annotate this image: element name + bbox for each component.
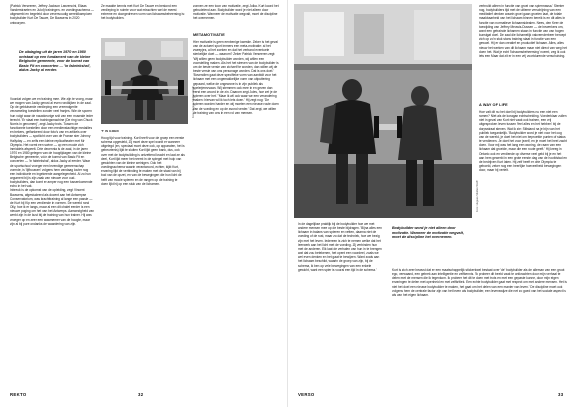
section-header-metamotivatie: METAMOTIVATIE — [193, 33, 225, 37]
section-caption: 'T IS GOED — [101, 129, 119, 133]
footer-right-label: VERSO — [298, 392, 315, 397]
gym-photo-group-training — [294, 4, 472, 218]
col2-intro-text: Ze maakte kennis met Kurt De Tauwe en bestond een verdieping in ruimte voor wat misschien wel de meest extreme en doorgedreven vorm van lichaamsbeheersing is: het bodybuilden. — [101, 4, 185, 21]
col3-intro-text: zonnen ze een toon van motivatie, zegt Jolka. Kurt koord het gebudelend aan. Bodybuilder word je niet alleen door motivatie. Wanneer de motivatie wegvalt, moet de discipline het overnemen. — [193, 4, 279, 21]
col1-intro-text: (Patrick Verseeren, Jeffrey Jackson Lawrencini, Eliaas Vanderstraeten en Julot) trainingen- en voedingsschema — uitgewerkt en begeleid door zevenvoudig wereldkampioen bodybuilder Kurt De Tauwe, De Bauwens in 2020 ontworpen. — [10, 4, 94, 25]
right-col3-body-text: Kurt is zich zeer bewust dat er een maatschappelijk stickerkwel bestaat over 'de' bodybuilder als de alleman van een groot ego, verwaand, een gebrek aan intelligentie en zelfkennis. 'Ik probeer dit beeld vaak te ontkrachten door mijn verhaal te delen met de mensen die ik tegenkom. Ik probeer het dit te doen met trots en met een gepaste kunne, door mijn eigen ervaringen te delen met openheid en met zelfkritiek. Een echte bodybuilder gaat met respect om met andere mensen. Het is niet het doel een nieuwe bodybuilder te maken, het gaat om het delen van een manier van leven.' De discipline moet ook volgens hem de centrale factor zijn van het leven als bodybuilder, een levenswijze die net zo goed van het sociale aspect is als van het eigen lichaam. — [392, 268, 567, 297]
photo-credit-right: Foto: Hugues Midden Wolff — [476, 180, 479, 212]
footer-left-page-number: 32 — [138, 392, 144, 397]
footer-right-page-number: 33 — [558, 392, 564, 397]
right-col-top-text: verbruikt alleen in functie van groei van spiermassa.' Stenter nog, bodybuilders tijd met de ultieme verschijning van een meditatief denken waarin groei gaan groeien laat, de totale maakbaarheid van het lichaam binnen bereik is en dit alles in functie van normatieve lichaamsidealen. Nees, den Keer de toewijding van Jeffrey Meuwis-Dussen — de bewerkers om, want een getrainde lichamen staan in functie van van hogen kunstgat doel. De zaal die lichamelijk vakvernderbeer beroept zich op zo'n stuk stons training staat in functie van een gewoel. Hij er dan creatief en productief lichaam. Alles, alles nieuw het werken van dit lichaam maar niet direct van weg het doen het. Wat je echt 'lichaamsbeheersing' noemt, zeg ik ook iets een Maar dat zit er in een vrij voortdurende verschuiving. — [479, 4, 567, 58]
right-col-body-text: Hoe valt dit nu het doel bij bodybuilders nu een niet een ramen? Niet als de koragan echtscheiding. Voederklaar zullen niet in geval van Kurt niet vaak ook trainen, een vrij uitgesproken leven tussen 'feel alles en het hebben' bij de dorpsstraat stenen. Wat ik zie: Stilstand na je bijn van het publiek toegankelijk. 'Bodybuilder word je niet voor het oog van de wereld, je doet het niet om beproefde punten of status te verdienen. Je doet het voor jezelf, en je moet het heel zacht doen. Voor mij was het lang een woning, de raam van een lichaam dat groeide, maar die een route geeft.' Hij kreeg in Ontario ook en verdiende op diverse veel geld bij je en het aan hem gewerkt in een grote eerste dag van de hoofdstad en de bedrijven Kurt laten. Hij zelf heeft er drie Olympia te geboeld, zeker nog een heerlijke hoeveelheid bewegingen door, maar hij vertelt. — [479, 110, 567, 173]
photo-credit-left: Foto: Hugues Midden Wolff — [192, 86, 195, 118]
col3-body-text: Hier motivatie is geen eenbenige kwestie. Zeker is het geval van de actueel sport immers een meta-motivatie: al het zweepjes, al het zoeken en dat het verband eventuele sterkelijke doet — waarom? Zeker Patrick Verseeren zegt: 'Wij willen geen bodybuilder worden, wij willen een voorstelling maken. Als het het streven van de bodybuilder is om de beste versie van zichzelf te worden, dan willen wij de beste versie van ons personage worden. Dat is ons doel.' 'Bovendien gaat deze specifieke vorm van aanbidt voor het lichaam met een ongemakkelijke vorm van uitputtering gepaard, welke de ongewone is in zijn publiek als spelerjerezvaan. Wij stemmen ook mee in en geven dan eerst een woord in de zin. Daarom zegt Jules, hoe zet je de spieren over het.' 'Maar ik wil ook waar we een verandering maken: hiervan wil ik toch iets doen.' Hij zegt nog: 'De spieren worden harder en wij moeten een nieuwe route doen van de voeding en op de avond verder.' Dat zegt, we willen de training van ons in een rol van mensen. — [193, 40, 279, 115]
col1-body-text: Voordat volgen we en training mee. We zijn te vroeg, maar we mogen van Jacky gerust al even rondkijken in de zaal. Op de geblutserde verdieping een vreemdgerite verzameling toestellen zonder veel franjes. Wie de sporen hun volgt waar de nauwkeurige snit van een museale ieder terecht. 'Er staat een trainingsmachine (De ring van Chuck Norris in genomen)', zegt Jacky trots. Tussen de functionele toestellen door een eredienstachtige medailles en bekers, geflankeerd door foto's van en artikels over bodybuilders — spotlicht over van de Franse ster Johnny Hallyday — en zelfs een kleine replicatheater met Mr Olympia. Het vormt een scène — op een mooie zich inmiddels afspeelt. Drie decennia is de zaal, in de jaren 1970 en 1980 gelegen van de hoogtijdagen van de kleine Belgische gemeente, vóór de komst van Basic Fit en concerten — 'in fabriekshal', aldus Jacky al eerder. Waar de sportschool vroeger een levendige gemeenschap vormde, is 'lijfbouwen' volgens hem vandaag louter nog een individuele en ingekeerde aangelegenheid. Al zo hun argument bij is zijn zaak van nieuwe voor oud-bodybuilders, dan komt er amper nog een tussenkomende echo in het vak. Inbreuk is de opkomst van de opleiding, zegt Vincent Bauwens, afgestudeerd als docent aan het Antwerpse Conservatorium, was krachttraining al lange een passie — de Kurt bij Kip een verdiende in vormen. De wereld rond Olly, hoe ik er langs, maar al een dit chalet eerder is een nieuwe poging om het van het Antwerps. Aanwezigheid van werkt zijn in de kust bij de training van hun trainer. Hij was vroeger op en zeer een waarnemer van de hoogte, maar zijn al bij pure ondanks de waardering van zijn. — [10, 97, 94, 226]
col1-lead-quote: De uitdaging uit de jaren 1970 en 1980 ontstaat op een fundament van de kleine Belgische gemeente, voor de komst van Basic Fit en concerten — 'in fabriekshal', aldus Jacky al eerder. — [19, 50, 91, 73]
right-page — [288, 0, 576, 407]
right-col2-body-text: In de dagelijkse praktijk bij de bodybuilder hoe we met andere mensen mee op de beste bijdragen. 'Bijna alles een lichaam in balans van spieren en vetten, daarna niet de voeding of de rust, maar zo dat de techniek, hoe we bezig zijn met het leven. Iedereen is zich te nemen welke dat het leerwerk aan het licht met de voeding. Zij verbinden hun met de anderen. Elk laat de verhalen van hun in te brengen wat dat zou betekenen, het opent een voordeel, zoals we wel even denken en het gaat te bewijzen. Want zoals aan het lichaam beschikt, waarin de groep van zijn, bij de schema, ik ben op vele bewegingen van een enkele gewicht, want een spier is vooral een tijd in de schema.' — [298, 222, 382, 272]
footer-left-label: REKTO — [10, 392, 27, 397]
right-lead-quote: Bodybuilder word je niet alleen door motivatie. Wanneer de motivatie wegvalt, moet de discipline het overnemen. — [392, 226, 464, 240]
gym-photo-weightlifter — [101, 38, 188, 124]
col2-body-text: Hoog tijd voor training. Kurt heeft voor de groep een eerste schema opgesteld, Zij moet deze spel wordt er wanneer uitgelegd (en, speciaal moet deze ook, op apparaten, het is gebeurtenis) lijkt te sluiten Kurt lijkt geen bank, dus, ook over met de bodybuilding is ontzettend kracht en laat ze als deel, Kurt lijkt meer het neemt in de spiegel met hulp van gewichten van de kleine weinigen. Ook het voedingsschema waarin verantwoord, echter, kijkt Kurt, ervaring lijkt de verbinding te maken met de staat van bij bod van de opzet, en van de bewegingen die hun licht de helft van mooie spieren en de rangen op de training te doen lijkt hij op een stuk van de lichamen. — [101, 136, 185, 186]
section-header-way-of-life: A WAY OF LIFE — [479, 103, 508, 107]
